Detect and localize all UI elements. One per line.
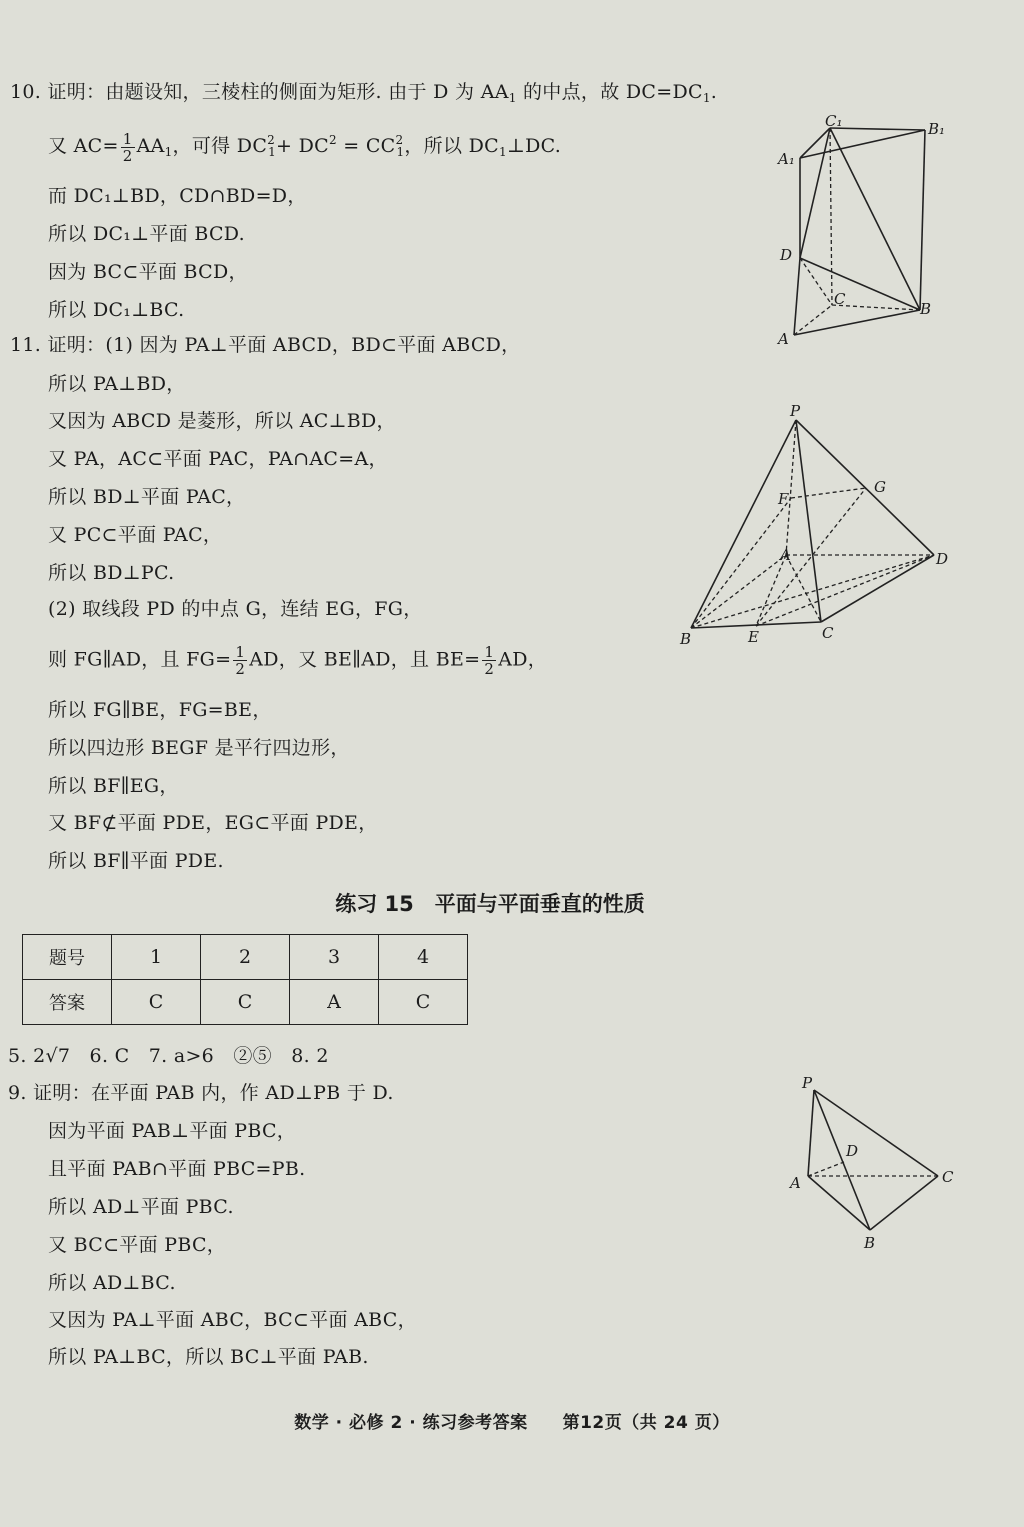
table-cell: 4 <box>379 935 468 980</box>
hidden-edge <box>756 555 786 626</box>
q11-line-13: 又 BF⊄平面 PDE，EG⊂平面 PDE， <box>48 812 378 834</box>
q5-to-8-answers: 5. 2√7 6. C 7. a>6 ②⑤ 8. 2 <box>8 1045 329 1067</box>
q10-line-2: 又 AC= $\frac{1}{2}$ $AA_1$，可得 $DC^2_1+ DC^2 = CC^2_1$，所以 $DC_1\perp DC$. <box>48 129 562 165</box>
edge <box>808 1090 814 1176</box>
vertex-label: A <box>778 330 789 348</box>
hidden-edge <box>791 488 866 498</box>
edge <box>814 1090 938 1176</box>
edge <box>796 420 821 622</box>
q10-line-6: 所以 DC₁⊥BC. <box>48 299 185 321</box>
edge <box>830 128 925 130</box>
q11-line-5: 所以 BD⊥平面 PAC， <box>48 486 246 508</box>
vertex-label: D <box>936 550 949 568</box>
edge <box>870 1176 938 1230</box>
edge <box>821 555 934 622</box>
pyramid-figure <box>676 400 956 650</box>
q11-line-9: 则 FG∥AD，且 FG= $\frac{1}{2}$ AD，又 BE∥AD，且 BE= $\frac{1}{2}$ AD， <box>48 643 548 678</box>
answer-table <box>22 934 468 1025</box>
table-cell: 3 <box>290 935 379 980</box>
vertex-label: F <box>778 490 789 508</box>
edge <box>794 258 800 335</box>
edge <box>796 420 934 555</box>
hidden-edge <box>808 1162 844 1176</box>
vertex-label: A₁ <box>778 150 795 168</box>
edge <box>691 420 796 628</box>
fraction-half: $\frac{1}{2}$ <box>235 643 246 678</box>
vertex-label: B <box>920 300 932 318</box>
q11-line-11: 所以四边形 BEGF 是平行四边形， <box>48 737 350 759</box>
fraction-half: $\frac{1}{2}$ <box>122 129 133 165</box>
q10-line-3: 而 DC₁⊥BD，CD∩BD=D， <box>48 185 307 207</box>
table-cell: 题号 <box>23 935 112 980</box>
q11-line-14: 所以 BF∥平面 PDE. <box>48 850 224 872</box>
q9-line-6: 所以 AD⊥BC. <box>48 1272 176 1294</box>
table-cell: C <box>112 980 201 1025</box>
edge <box>808 1176 870 1230</box>
tetrahedron-figure <box>786 1072 966 1252</box>
vertex-label: D <box>780 246 793 264</box>
q11-line-4: 又 PA，AC⊂平面 PAC，PA∩AC=A， <box>48 448 388 470</box>
q11-line-2: 所以 PA⊥BD， <box>48 373 186 395</box>
hidden-edge <box>756 555 934 626</box>
hidden-edge <box>691 555 934 628</box>
q10-line-5: 因为 BC⊂平面 BCD， <box>48 261 248 283</box>
q9-line-4: 所以 AD⊥平面 PBC. <box>48 1196 234 1218</box>
vertex-label: D <box>846 1142 859 1160</box>
hidden-edge <box>786 420 796 555</box>
table-cell: 1 <box>112 935 201 980</box>
edge <box>800 128 830 258</box>
table-cell: A <box>290 980 379 1025</box>
page-footer: 数学 · 必修 2 · 练习参考答案 第12页（共 24 页） <box>294 1413 730 1433</box>
edge <box>830 128 920 310</box>
q11-line-12: 所以 BF∥EG， <box>48 775 179 797</box>
vertex-label: C <box>822 624 834 642</box>
vertex-label: B <box>864 1234 876 1252</box>
table-cell: 2 <box>201 935 290 980</box>
prism-figure <box>770 110 970 350</box>
edge <box>814 1090 870 1230</box>
q9-line-7: 又因为 PA⊥平面 ABC，BC⊂平面 ABC， <box>48 1309 417 1331</box>
vertex-label: A <box>790 1174 801 1192</box>
q9-line-3: 且平面 PAB∩平面 PBC=PB. <box>48 1158 306 1180</box>
table-cell: C <box>379 980 468 1025</box>
vertex-label: P <box>790 402 801 420</box>
vertex-label: B <box>680 630 692 648</box>
vertex-label: C₁ <box>825 112 843 130</box>
q11-line-1: 11. 证明：(1) 因为 PA⊥平面 ABCD，BD⊂平面 ABCD， <box>10 334 521 356</box>
vertex-label: C <box>834 290 846 308</box>
vertex-label: G <box>874 478 886 496</box>
table-row <box>23 980 468 1025</box>
q9-line-8: 所以 PA⊥BC，所以 BC⊥平面 PAB. <box>48 1346 369 1368</box>
edge <box>794 310 920 335</box>
edge <box>920 130 925 310</box>
q11-line-8: (2) 取线段 PD 的中点 G，连结 EG，FG， <box>48 598 423 620</box>
table-cell: C <box>201 980 290 1025</box>
section-title: 练习 15 平面与平面垂直的性质 <box>335 892 645 916</box>
q11-line-3: 又因为 ABCD 是菱形，所以 AC⊥BD， <box>48 410 396 432</box>
q9-line-1: 9. 证明：在平面 PAB 内，作 AD⊥PB 于 D. <box>8 1082 394 1104</box>
q11-line-10: 所以 FG∥BE，FG=BE， <box>48 699 272 721</box>
vertex-label: P <box>802 1074 813 1092</box>
table-row <box>23 935 468 980</box>
vertex-label: E <box>748 628 759 646</box>
edge <box>800 128 830 158</box>
q11-line-6: 又 PC⊂平面 PAC， <box>48 524 223 546</box>
edge <box>800 130 925 158</box>
q11-line-7: 所以 BD⊥PC. <box>48 562 175 584</box>
hidden-edge <box>830 128 832 305</box>
fraction-half: $\frac{1}{2}$ <box>484 643 495 678</box>
vertex-label: C <box>942 1168 954 1186</box>
q9-line-2: 因为平面 PAB⊥平面 PBC， <box>48 1120 297 1142</box>
q10-line-1: 10. 证明：由题设知，三棱柱的侧面为矩形. 由于 D 为 $AA_1$ 的中点，故 $DC=DC_1$. <box>10 81 718 105</box>
table-cell: 答案 <box>23 980 112 1025</box>
vertex-label: B₁ <box>928 120 946 138</box>
q10-line-4: 所以 DC₁⊥平面 BCD. <box>48 223 245 245</box>
q9-line-5: 又 BC⊂平面 PBC， <box>48 1234 227 1256</box>
vertex-label: A <box>780 546 791 564</box>
